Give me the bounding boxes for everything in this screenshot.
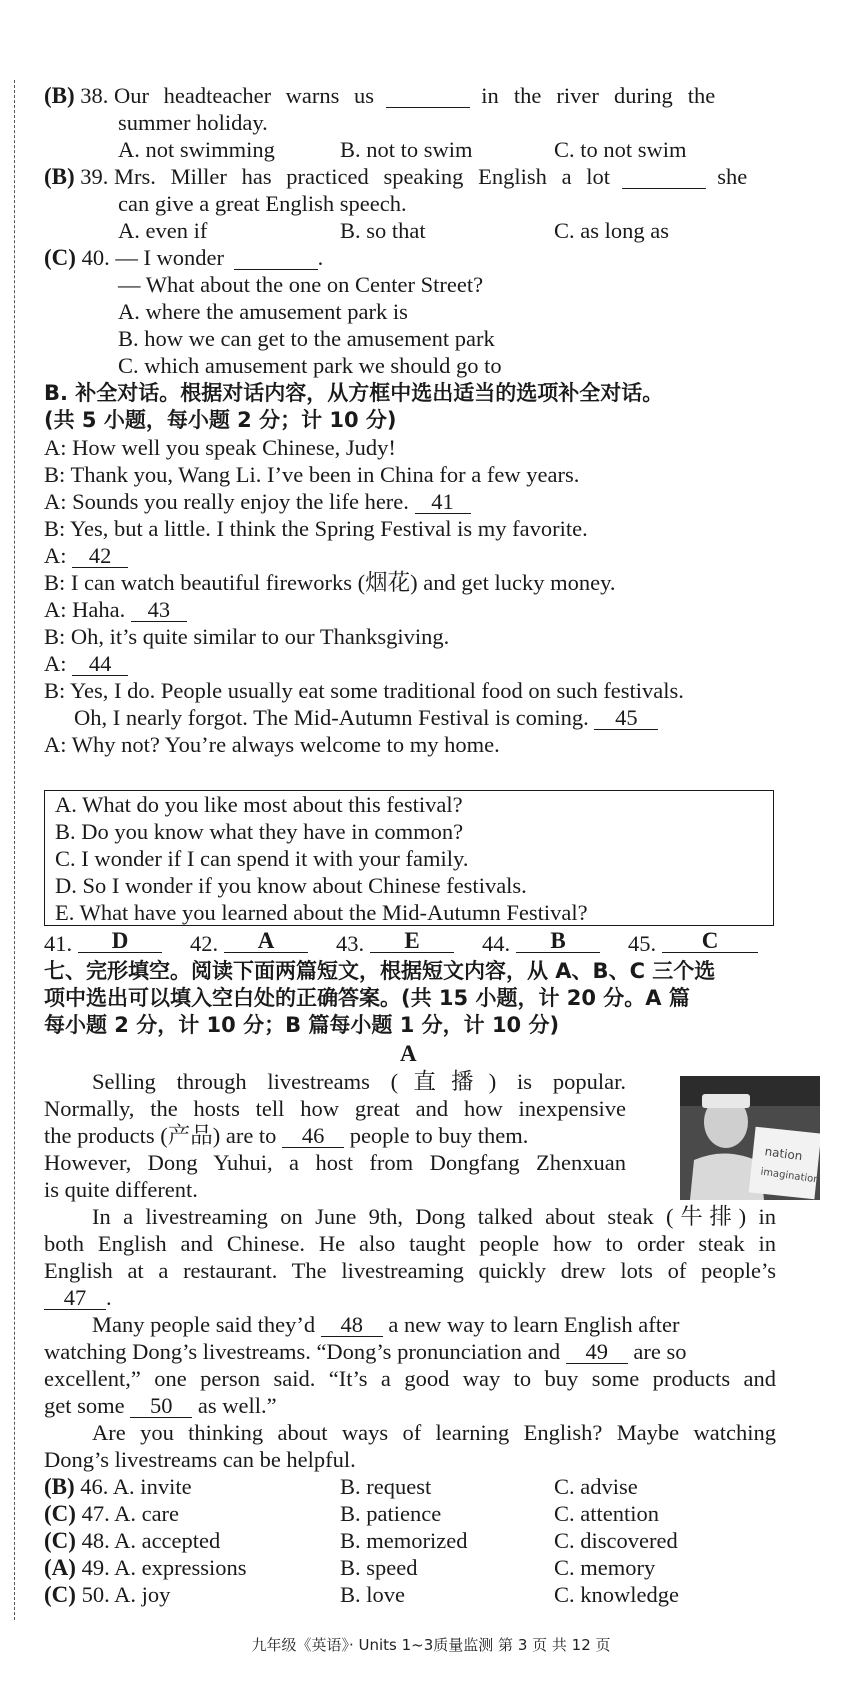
q38-option-b: B. not to swim bbox=[340, 137, 473, 162]
q50-number: 50. bbox=[81, 1582, 110, 1607]
section7-heading-line1: 七、完形填空。阅读下面两篇短文，根据短文内容，从 A、B、C 三个选 bbox=[44, 959, 716, 983]
q40-option-a: A. where the amusement park is bbox=[118, 299, 408, 324]
passage-p3-line2 bbox=[44, 1338, 687, 1365]
answer-45-num: 45. bbox=[628, 931, 657, 956]
photo-text-2: imagination bbox=[759, 1166, 820, 1186]
q46-row bbox=[44, 1473, 776, 1500]
blank-49: 49 bbox=[566, 1341, 628, 1364]
q46-answer: (B) bbox=[44, 1474, 75, 1499]
q40-option-b: B. how we can get to the amusement park bbox=[118, 326, 495, 351]
passage-p1-line3-a: the products (产品) are to bbox=[44, 1123, 277, 1148]
part-b-heading-line2: (共 5 小题，每小题 2 分；计 10 分) bbox=[44, 408, 397, 432]
section7-heading-line3: 每小题 2 分，计 10 分；B 篇每小题 1 分，计 10 分) bbox=[44, 1013, 560, 1037]
dialogue-line-1: A: How well you speak Chinese, Judy! bbox=[44, 435, 396, 460]
passage-p3-line3: excellent,” one person said. “It’s a good way to buy some products and bbox=[44, 1366, 776, 1391]
blank-46: 46 bbox=[282, 1125, 344, 1148]
q38-blank bbox=[386, 85, 470, 108]
dialogue-line-2: B: Thank you, Wang Li. I’ve been in China for a few years. bbox=[44, 462, 580, 487]
dialogue-line-8: B: Oh, it’s quite similar to our Thanksgiving. bbox=[44, 624, 450, 649]
q38-option-a: A. not swimming bbox=[118, 137, 275, 162]
option-a: A. What do you like most about this festival? bbox=[55, 792, 463, 817]
passage-p1-line1: Selling through livestreams (直播) is popular. bbox=[92, 1069, 626, 1094]
passage-p2-line3: English at a restaurant. The livestreaming quickly drew lots of people’s bbox=[44, 1258, 776, 1283]
answer-42-num: 42. bbox=[190, 931, 219, 956]
q50-option-c: C. knowledge bbox=[554, 1582, 679, 1607]
passage-p3-line4 bbox=[44, 1392, 277, 1419]
q39-option-a: A. even if bbox=[118, 218, 208, 243]
passage-p1-line4: However, Dong Yuhui, a host from Dongfang Zhenxuan bbox=[44, 1150, 626, 1175]
q39-option-c: C. as long as bbox=[554, 218, 669, 243]
q48-number: 48. bbox=[81, 1528, 110, 1553]
q40-stem-end: . bbox=[317, 245, 324, 270]
q39-stem-end: she bbox=[717, 164, 748, 189]
blank-43: 43 bbox=[131, 599, 187, 622]
q49-option-b: B. speed bbox=[340, 1555, 418, 1580]
dialogue-text-7: A: Haha. bbox=[44, 597, 126, 622]
blank-42: 42 bbox=[72, 545, 128, 568]
q46-option-c: C. advise bbox=[554, 1474, 638, 1499]
passage-p3-line1-b: a new way to learn English after bbox=[388, 1312, 680, 1337]
q50-row bbox=[44, 1581, 776, 1608]
passage-p3-line1-a: Many people said they’d bbox=[92, 1312, 316, 1337]
q40-reply: — What about the one on Center Street? bbox=[118, 272, 484, 297]
passage-p3-line4-b: as well.” bbox=[197, 1393, 277, 1418]
option-c: C. I wonder if I can spend it with your family. bbox=[55, 846, 469, 871]
q49-number: 49. bbox=[81, 1555, 110, 1580]
section7-heading-line2: 项中选出可以填入空白处的正确答案。(共 15 小题，计 20 分。A 篇 bbox=[44, 986, 690, 1010]
q39-answer: (B) bbox=[44, 164, 75, 189]
answer-43-num: 43. bbox=[336, 931, 365, 956]
answer-42: A bbox=[224, 930, 308, 953]
q50-answer: (C) bbox=[44, 1582, 76, 1607]
blank-45: 45 bbox=[594, 707, 658, 730]
dialogue-line-7 bbox=[44, 596, 187, 623]
passage-p1-line2: Normally, the hosts tell how great and how inexpensive bbox=[44, 1096, 626, 1121]
dialogue-line-10: B: Yes, I do. People usually eat some traditional food on such festivals. bbox=[44, 678, 684, 703]
q49-answer: (A) bbox=[44, 1555, 76, 1580]
dialogue-line-9 bbox=[44, 650, 128, 677]
host-photo-image bbox=[680, 1076, 820, 1200]
host-photo bbox=[680, 1076, 820, 1200]
q49-option-a: A. expressions bbox=[114, 1555, 247, 1580]
q38-answer: (B) bbox=[44, 83, 75, 108]
q48-option-a: A. accepted bbox=[114, 1528, 221, 1553]
option-d: D. So I wonder if you know about Chinese festivals. bbox=[55, 873, 527, 898]
q46-number: 46. bbox=[80, 1474, 109, 1499]
passage-p3-line1 bbox=[92, 1311, 679, 1338]
q48-option-c: C. discovered bbox=[554, 1528, 678, 1553]
q48-row bbox=[44, 1527, 776, 1554]
dialogue-text-5: A: bbox=[44, 543, 67, 568]
dialogue-line-6: B: I can watch beautiful fireworks (烟花) and get lucky money. bbox=[44, 570, 616, 595]
q46-option-a: A. invite bbox=[112, 1474, 192, 1499]
q50-option-a: A. joy bbox=[114, 1582, 171, 1607]
passage-p1-line3 bbox=[44, 1122, 528, 1149]
q38-stem-end: in the river during the bbox=[481, 83, 716, 108]
passage-p2-line4 bbox=[44, 1284, 112, 1311]
q48-option-b: B. memorized bbox=[340, 1528, 468, 1553]
passage-p3-line2-a: watching Dong’s livestreams. “Dong’s pronunciation and bbox=[44, 1339, 561, 1364]
dialogue-line-4: B: Yes, but a little. I think the Spring Festival is my favorite. bbox=[44, 516, 588, 541]
q47-option-b: B. patience bbox=[340, 1501, 442, 1526]
q49-row bbox=[44, 1554, 776, 1581]
answer-41-num: 41. bbox=[44, 931, 73, 956]
photo-text-1: nation bbox=[763, 1144, 804, 1164]
blank-48: 48 bbox=[321, 1314, 383, 1337]
passage-title: A bbox=[400, 1041, 417, 1066]
dialogue-line-5 bbox=[44, 542, 128, 569]
q39-line2: can give a great English speech. bbox=[118, 191, 407, 216]
passage-p3-line2-b: are so bbox=[633, 1339, 687, 1364]
blank-50: 50 bbox=[130, 1395, 192, 1418]
dialogue-text-3: A: Sounds you really enjoy the life here. bbox=[44, 489, 409, 514]
dialogue-line-11 bbox=[74, 704, 658, 731]
passage-p4-line1: Are you thinking about ways of learning English? Maybe watching bbox=[92, 1420, 776, 1445]
q40-blank bbox=[234, 247, 318, 270]
q47-number: 47. bbox=[81, 1501, 110, 1526]
q39-option-b: B. so that bbox=[340, 218, 426, 243]
passage-p3-line4-a: get some bbox=[44, 1393, 125, 1418]
q40-answer: (C) bbox=[44, 245, 76, 270]
q38-line1 bbox=[44, 82, 715, 109]
q47-option-a: A. care bbox=[114, 1501, 180, 1526]
q38-option-c: C. to not swim bbox=[554, 137, 687, 162]
q39-stem: Mrs. Miller has practiced speaking English a lot bbox=[114, 164, 611, 189]
q48-answer: (C) bbox=[44, 1528, 76, 1553]
answer-41: D bbox=[78, 930, 162, 953]
passage-p2-line4-end: . bbox=[106, 1285, 112, 1310]
q47-answer: (C) bbox=[44, 1501, 76, 1526]
q49-option-c: C. memory bbox=[554, 1555, 656, 1580]
q40-line1 bbox=[44, 244, 323, 271]
q40-number: 40. bbox=[81, 245, 110, 270]
q40-stem: — I wonder bbox=[115, 245, 225, 270]
dialogue-line-3 bbox=[44, 488, 471, 515]
part-b-answer-row bbox=[44, 930, 776, 957]
answer-44: B bbox=[516, 930, 600, 953]
option-b: B. Do you know what they have in common? bbox=[55, 819, 464, 844]
q38-number: 38. bbox=[80, 83, 109, 108]
dialogue-text-11: Oh, I nearly forgot. The Mid-Autumn Festival is coming. bbox=[74, 705, 589, 730]
option-e: E. What have you learned about the Mid-Autumn Festival? bbox=[55, 900, 588, 925]
passage-p1-line5: is quite different. bbox=[44, 1177, 198, 1202]
q38-line2: summer holiday. bbox=[118, 110, 268, 135]
blank-47: 47 bbox=[44, 1287, 106, 1310]
q50-option-b: B. love bbox=[340, 1582, 405, 1607]
q39-line1 bbox=[44, 163, 747, 190]
options-box bbox=[44, 790, 774, 926]
q40-option-c: C. which amusement park we should go to bbox=[118, 353, 502, 378]
passage-p4-line2: Dong’s livestreams can be helpful. bbox=[44, 1447, 356, 1472]
page-footer: 九年级《英语》· Units 1~3质量监测 第 3 页 共 12 页 bbox=[251, 1636, 611, 1654]
q47-row bbox=[44, 1500, 776, 1527]
q38-stem: Our headteacher warns us bbox=[114, 83, 375, 108]
passage-p1-line3-b: people to buy them. bbox=[349, 1123, 529, 1148]
q39-blank bbox=[622, 166, 706, 189]
answer-43: E bbox=[370, 930, 454, 953]
blank-41: 41 bbox=[415, 491, 471, 514]
q46-option-b: B. request bbox=[340, 1474, 432, 1499]
blank-44: 44 bbox=[72, 653, 128, 676]
answer-45: C bbox=[662, 930, 758, 953]
passage-p2-line1: In a livestreaming on June 9th, Dong talked about steak (牛排) in bbox=[92, 1204, 776, 1229]
dialogue-text-9: A: bbox=[44, 651, 67, 676]
q39-number: 39. bbox=[80, 164, 109, 189]
answer-44-num: 44. bbox=[482, 931, 511, 956]
dialogue-line-12: A: Why not? You’re always welcome to my home. bbox=[44, 732, 500, 757]
dashed-cut-line bbox=[14, 80, 15, 1620]
q47-option-c: C. attention bbox=[554, 1501, 659, 1526]
passage-p2-line2: both English and Chinese. He also taught people how to order steak in bbox=[44, 1231, 776, 1256]
part-b-heading-line1: B. 补全对话。根据对话内容，从方框中选出适当的选项补全对话。 bbox=[44, 381, 664, 405]
